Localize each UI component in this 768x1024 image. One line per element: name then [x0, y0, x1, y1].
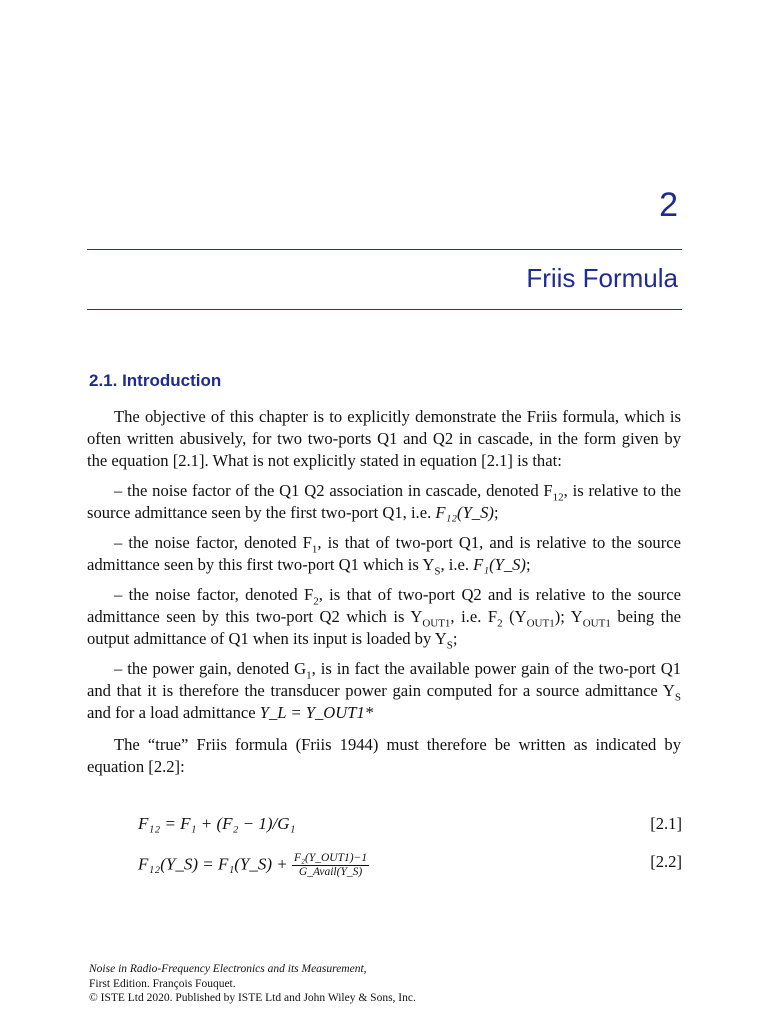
footer-copyright: © ISTE Ltd 2020. Published by ISTE Ltd and John Wiley & Sons, Inc.	[89, 992, 416, 1004]
chapter-title: Friis Formula	[526, 263, 678, 293]
fraction-numerator: F₂(Y_OUT1)−1	[294, 852, 368, 864]
equation-2-2-fraction	[292, 852, 369, 879]
body-text	[87, 406, 681, 786]
chapter-rule-bottom	[87, 309, 682, 310]
chapter-number: 2	[659, 186, 678, 224]
true-friis-paragraph: The “true” Friis formula (Friis 1944) must therefore be written as indicated by equation [2.2]:	[87, 735, 681, 776]
section-heading: 2.1. Introduction	[89, 371, 222, 390]
equation-2-2-number: [2.2]	[650, 852, 682, 871]
fraction-denominator: G_Avail(Y_S)	[298, 866, 363, 878]
bullet-noise-factor-f12: – the noise factor of the Q1 Q2 association in cascade, denoted $F_{12}$, is relative to the source admittance seen by the first two-port Q1, i.e. F₁₂(Y_S);	[87, 481, 681, 522]
equation-2-2	[138, 852, 682, 879]
math-f12-ys: F₁₂(Y_S)	[435, 503, 494, 522]
math-load-admittance: Y_L = Y_OUT1*	[259, 703, 374, 722]
bullet-power-gain: – the power gain, denoted $G_1$, is in fact the available power gain of the two-port Q1 and that it is therefore the transducer power gain computed for a source admittance $Y_S$ and for a load admittance Y_L = Y_OUT1*	[87, 659, 681, 722]
math-f1-ys: F₁(Y_S)	[473, 555, 526, 574]
bullet-noise-factor-f1: – the noise factor, denoted $F_1$, is that of two-port Q1, and is relative to the source admittance seen by this first two-port Q1 which is $Y_S$, i.e. F₁(Y_S);	[87, 533, 681, 578]
footer-book-title: Noise in Radio-Frequency Electronics and its Measurement,	[89, 963, 367, 975]
intro-paragraph: The objective of this chapter is to explicitly demonstrate the Friis formula, which is often written abusively, for two two-ports Q1 and Q2 in cascade, in the form given by the equation [2.1]. What is not explicitly stated in equation [2.1] is that:	[87, 407, 681, 470]
equation-2-1-number: [2.1]	[650, 814, 682, 833]
equation-2-2-lhs: F₁₂(Y_S) = F₁(Y_S) +	[138, 854, 288, 874]
equation-2-1-body: F₁₂ = F₁ + (F₂ − 1)/G₁	[138, 814, 296, 833]
bullet-noise-factor-f2: – the noise factor, denoted $F_2$, is that of two-port Q2 and is relative to the source admittance seen by this two-port Q2 which is $Y_{OUT1}$, i.e. $F_2$ $(Y_{OUT1})$; $Y_{OUT1}$ being the output admittance of Q1 when its input is loaded by $Y_S$;	[87, 585, 681, 652]
copyright-footer	[89, 962, 689, 1006]
footer-edition: First Edition. François Fouquet.	[89, 977, 236, 990]
chapter-rule-top	[87, 249, 682, 250]
equation-2-1	[138, 814, 682, 834]
